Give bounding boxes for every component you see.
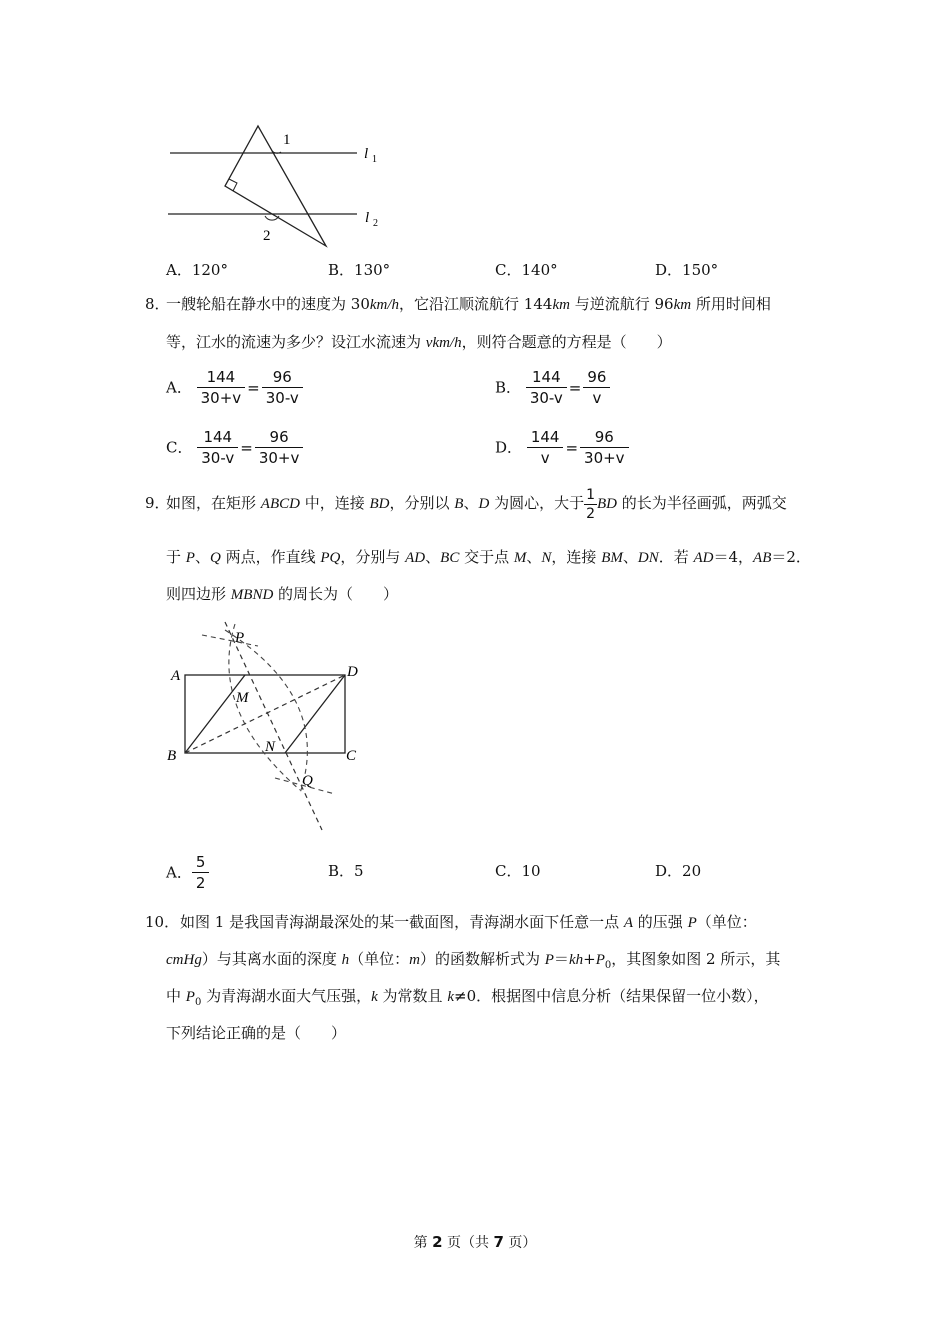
q9-option-b[interactable]: B．5 — [328, 862, 364, 880]
q8-option-a[interactable]: A． $\frac{144}{30+v}$ = $\frac{96}{30-v}$ — [166, 367, 303, 408]
segment-dn — [285, 675, 345, 753]
point-p-label: P — [235, 630, 245, 646]
q8-a-right-fraction: $\frac{96}{30-v}$ — [262, 367, 303, 408]
q8-d-right-fraction: $\frac{96}{30+v}$ — [580, 427, 629, 468]
q7-option-a[interactable]: A．120° — [166, 261, 228, 279]
q9-number: 9． — [145, 494, 170, 512]
q9-stem-line2: 于 P、Q 两点，作直线 PQ，分别与 AD、BC 交于点 M、N，连接 BM、DN．若 AD＝4，AB＝2． — [166, 548, 811, 566]
q7-figure — [160, 118, 390, 252]
q10-stem-line1: 如图 1 是我国青海湖最深处的某一截面图，青海湖水面下任意一点 A 的压强 P（单位： — [180, 913, 757, 931]
q10-number: 10． — [145, 913, 180, 931]
q9-stem-line3: 则四边形 MBND 的周长为（ ） — [166, 585, 399, 603]
q8-stem-line1: 一艘轮船在静水中的速度为 30km/h，它沿江顺流航行 144km 与逆流航行 96km 所用时间相 — [166, 295, 771, 313]
point-m-label: M — [236, 690, 249, 706]
q9-a-fraction: $\frac{5}{2}$ — [192, 852, 210, 893]
point-n-label: N — [265, 739, 276, 755]
q8-option-c[interactable]: C． $\frac{144}{30-v}$ = $\frac{96}{30+v}$ — [166, 427, 303, 468]
q7-option-d[interactable]: D．150° — [655, 261, 719, 279]
q9-option-d[interactable]: D．20 — [655, 862, 702, 880]
q8-option-b[interactable]: B． $\frac{144}{30-v}$ = $\frac{96}{v}$ — [495, 367, 610, 408]
q8-d-left-fraction: $\frac{144}{v}$ — [527, 427, 564, 468]
segment-bm — [185, 675, 245, 753]
page-footer: 第 2 页（共 7 页） — [413, 1233, 537, 1251]
q8-b-left-fraction: $\frac{144}{30-v}$ — [526, 367, 567, 408]
q8-c-right-fraction: $\frac{96}{30+v}$ — [255, 427, 304, 468]
angle2-label: 2 — [263, 228, 271, 244]
angle1-label: 1 — [283, 132, 291, 148]
l2-sub: 2 — [373, 218, 378, 229]
q9-figure — [160, 618, 360, 834]
q10-stem-line4: 下列结论正确的是（ ） — [166, 1024, 347, 1042]
q10-stem-line2: cmHg）与其离水面的深度 h（单位：m）的函数解析式为 $P=kh+P_0$，其图象如图 2 所示，其 — [166, 950, 781, 971]
point-a-label: A — [171, 668, 181, 684]
l1-sub: 1 — [372, 154, 377, 165]
q7-option-b[interactable]: B．130° — [328, 261, 391, 279]
q9-option-a[interactable]: A． $\frac{5}{2}$ — [166, 852, 209, 893]
point-q-label: Q — [302, 773, 313, 789]
q8-option-d[interactable]: D． $\frac{144}{v}$ = $\frac{96}{30+v}$ — [495, 427, 629, 468]
q9-half-fraction: $\frac{1}{2}$ — [586, 486, 596, 522]
q8-number: 8． — [145, 295, 170, 313]
l2-label: l — [365, 210, 370, 226]
q8-b-right-fraction: $\frac{96}{v}$ — [583, 367, 610, 408]
q8-a-left-fraction: $\frac{144}{30+v}$ — [197, 367, 246, 408]
point-b-label: B — [167, 748, 177, 764]
q10-stem-line3: 中 $P_0$ 为青海湖水面大气压强，k 为常数且 k≠0．根据图中信息分析（结果保留一位小数）， — [166, 987, 769, 1008]
q9-stem-line1: 如图，在矩形 ABCD 中，连接 BD，分别以 B、D 为圆心，大于 $\frac{1}{2}$ BD 的长为半径画弧，两弧交 — [166, 486, 787, 522]
q9-option-c[interactable]: C．10 — [495, 862, 541, 880]
line-pq — [225, 622, 322, 830]
right-triangle — [225, 126, 326, 246]
q8-c-left-fraction: $\frac{144}{30-v}$ — [197, 427, 238, 468]
point-d-label: D — [347, 664, 358, 680]
q8-stem-line2: 等，江水的流速为多少？设江水流速为 vkm/h，则符合题意的方程是（ ） — [166, 333, 672, 351]
l1-label: l — [364, 146, 369, 162]
q7-option-c[interactable]: C．140° — [495, 261, 558, 279]
point-c-label: C — [346, 748, 357, 764]
arc-from-b — [225, 630, 307, 793]
